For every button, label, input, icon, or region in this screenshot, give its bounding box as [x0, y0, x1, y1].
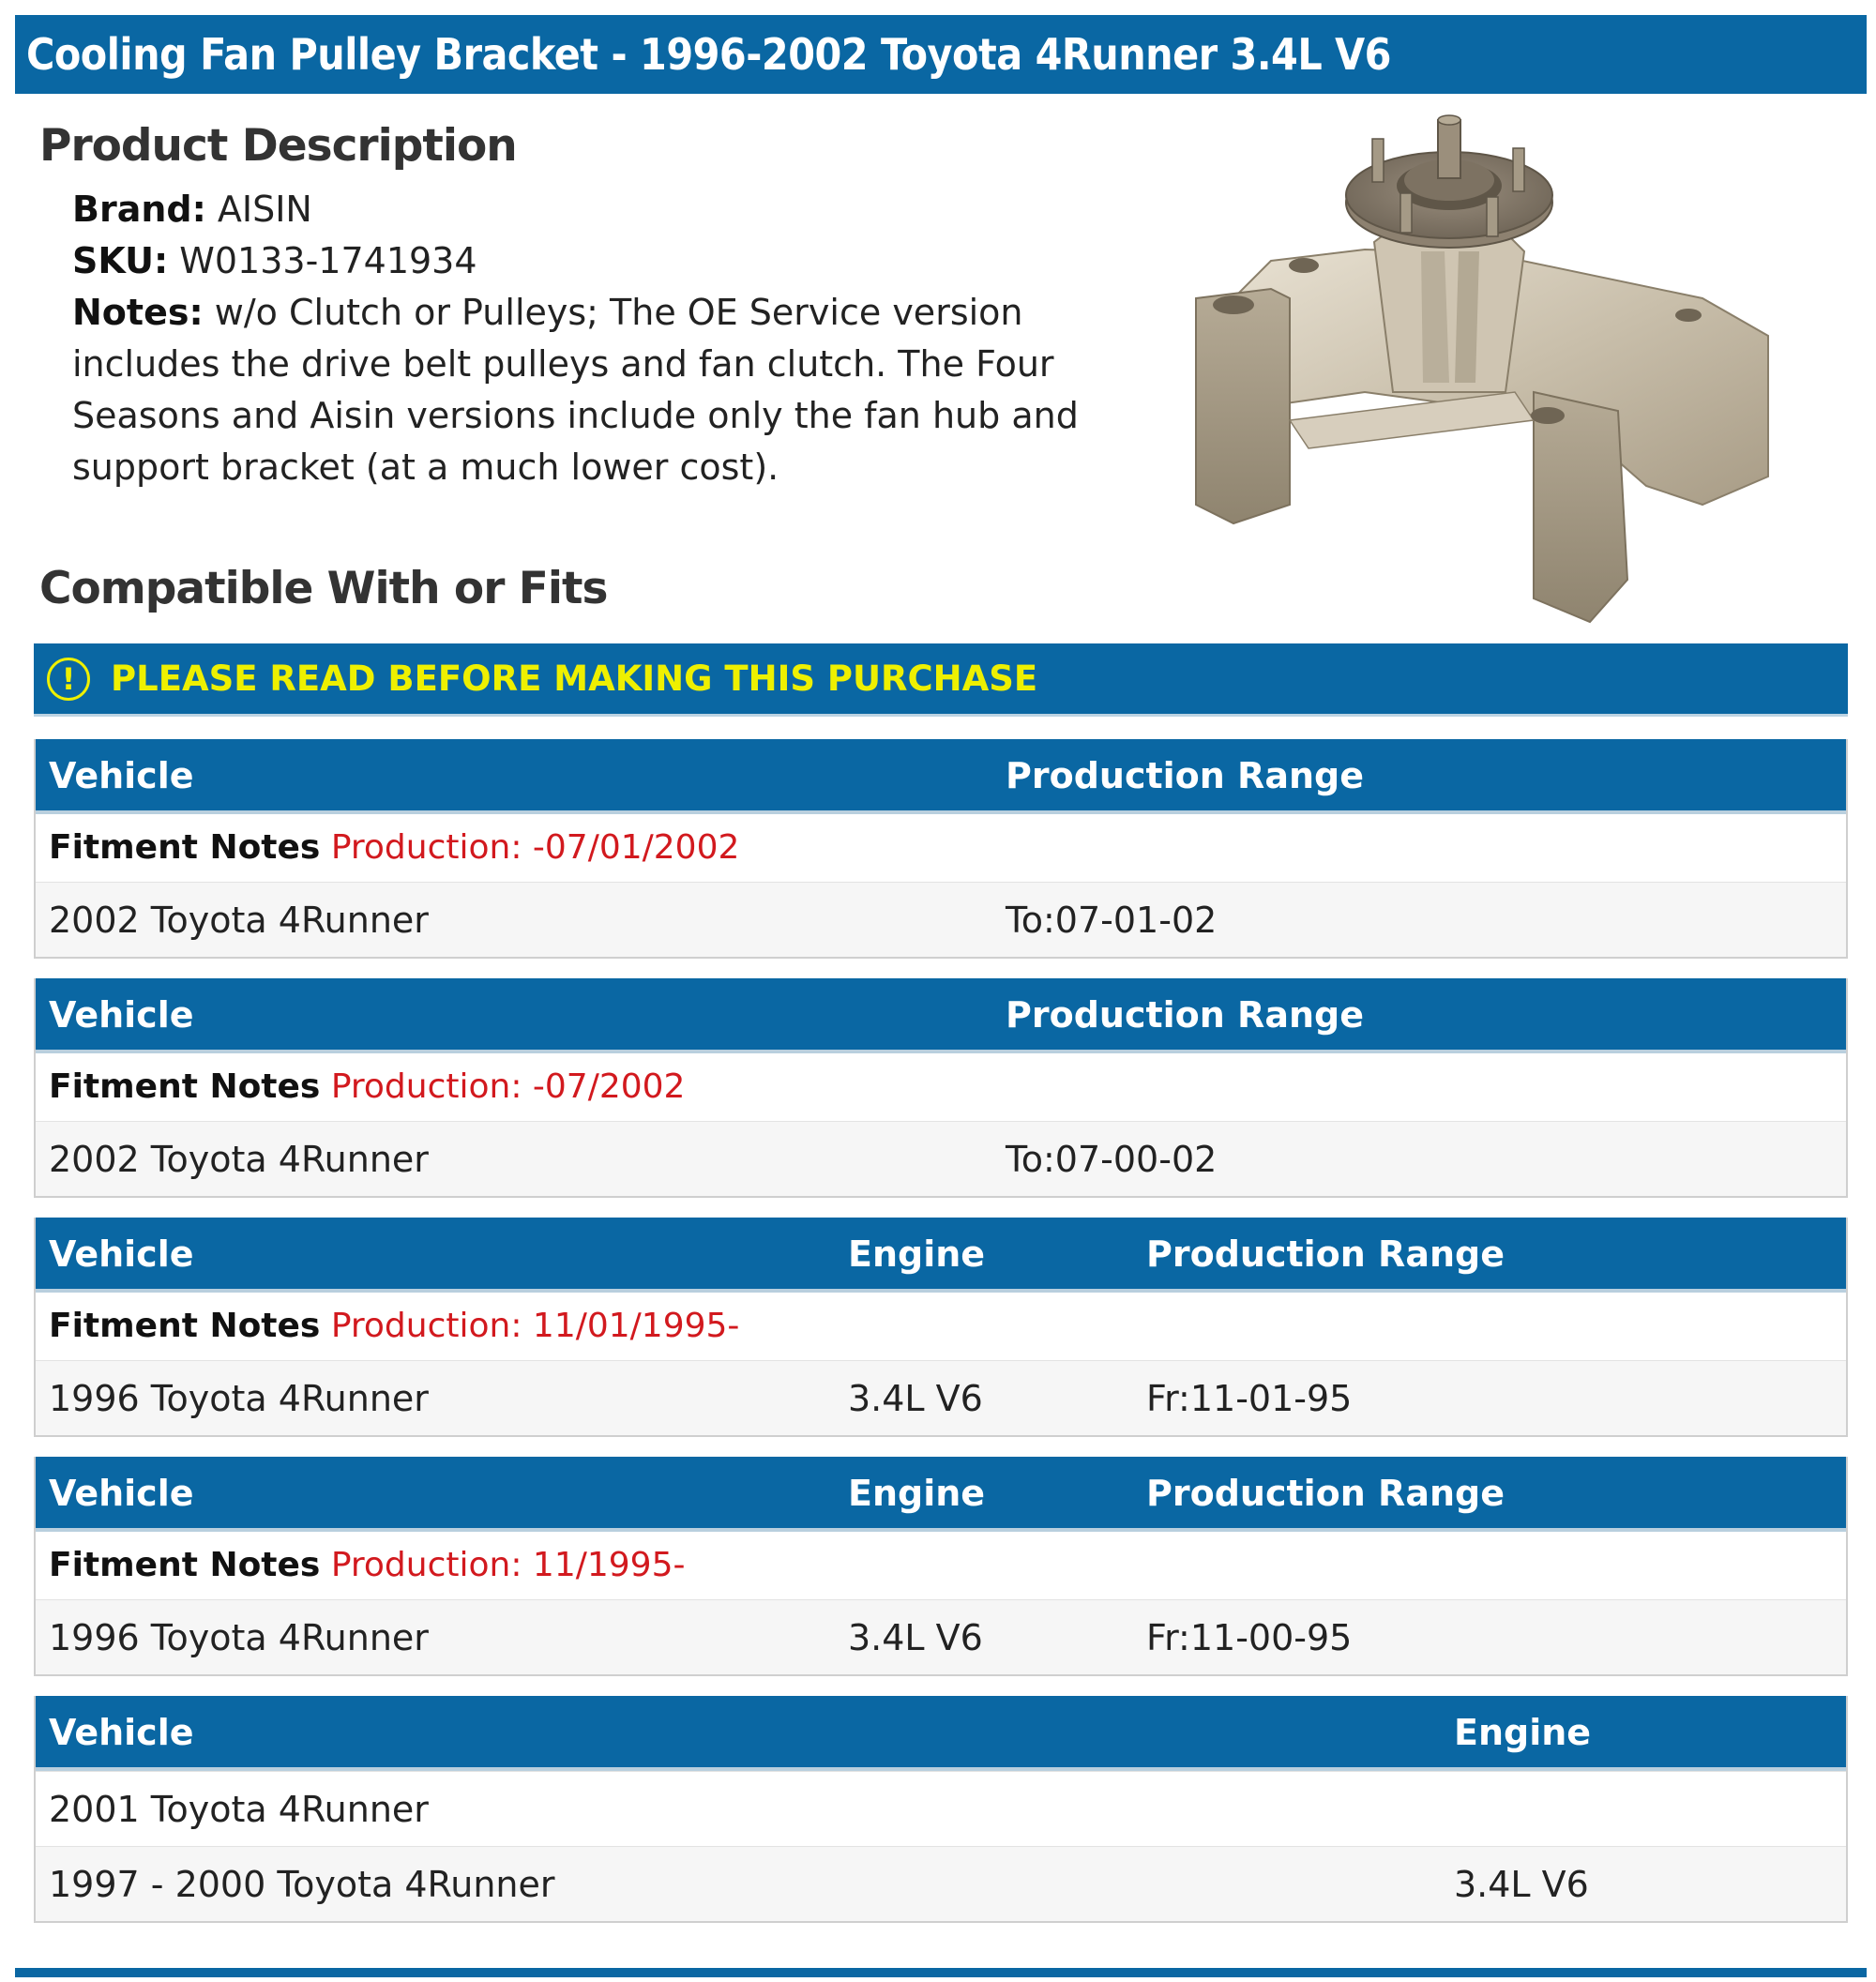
- table-header: [36, 1696, 1846, 1771]
- table-header: [36, 1218, 1846, 1293]
- sku-row: [72, 235, 1085, 287]
- table-row: [36, 1360, 1846, 1435]
- production-range-cell: Fr:11-00-95: [1146, 1617, 1353, 1658]
- fitment-notes: [49, 814, 739, 882]
- brand-label: Brand:: [72, 189, 206, 230]
- fitment-notes-value: Production: -07/01/2002: [330, 828, 740, 867]
- fitment-notes-label: Fitment Notes: [49, 1307, 321, 1345]
- vehicle-cell: 2002 Toyota 4Runner: [49, 1139, 429, 1180]
- vehicle-header: Vehicle: [49, 1473, 194, 1514]
- notice-text: PLEASE READ BEFORE MAKING THIS PURCHASE: [111, 658, 1038, 699]
- fitment-notes-label: Fitment Notes: [49, 1067, 321, 1106]
- fitment-table-3: [34, 1218, 1848, 1437]
- engine-cell: 3.4L V6: [848, 1617, 983, 1658]
- exclamation-circle-icon: !: [47, 658, 90, 701]
- purchase-notice[interactable]: [34, 643, 1848, 717]
- fitment-notes-label: Fitment Notes: [49, 1546, 321, 1584]
- brand-row: [72, 184, 1085, 235]
- fitment-table-4: [34, 1457, 1848, 1676]
- product-description: [72, 184, 1085, 493]
- fitment-notes-row: [36, 1053, 1846, 1121]
- table-header: [36, 1457, 1846, 1532]
- table-row: [36, 882, 1846, 957]
- fitment-table-1: [34, 739, 1848, 959]
- notes-line-2: includes the drive belt pulleys and fan clutch. The Four: [72, 343, 1054, 385]
- engine-header: Engine: [1454, 1712, 1592, 1753]
- vehicle-cell: 1996 Toyota 4Runner: [49, 1617, 429, 1658]
- compatible-heading: Compatible With or Fits: [39, 563, 608, 614]
- fitment-table-2: [34, 978, 1848, 1198]
- fitment-notes-row: [36, 1532, 1846, 1599]
- engine-header: Engine: [848, 1233, 986, 1275]
- fitment-notes-label: Fitment Notes: [49, 828, 321, 867]
- production-range-cell: To:07-00-02: [1006, 1139, 1218, 1180]
- fitment-notes-row: [36, 1293, 1846, 1360]
- production-range-header: Production Range: [1006, 755, 1364, 796]
- engine-header: Engine: [848, 1473, 986, 1514]
- vehicle-header: Vehicle: [49, 994, 194, 1036]
- table-row: [36, 1771, 1846, 1846]
- vehicle-cell: 1997 - 2000 Toyota 4Runner: [49, 1864, 555, 1905]
- product-description-heading: Product Description: [39, 120, 517, 172]
- vehicle-header: Vehicle: [49, 1712, 194, 1753]
- table-row: [36, 1121, 1846, 1196]
- engine-cell: 3.4L V6: [848, 1378, 983, 1419]
- vehicle-header: Vehicle: [49, 755, 194, 796]
- notes-row: [72, 287, 1085, 339]
- fitment-notes: [49, 1053, 685, 1121]
- table-row: [36, 1599, 1846, 1674]
- notes-line-4: support bracket (at a much lower cost).: [72, 446, 779, 488]
- vehicle-header: Vehicle: [49, 1233, 194, 1275]
- bottom-rule: [15, 1968, 1867, 1977]
- sku-value: W0133-1741934: [179, 240, 477, 281]
- table-header: [36, 978, 1846, 1053]
- production-range-header: Production Range: [1146, 1473, 1505, 1514]
- fitment-notes-row: [36, 814, 1846, 882]
- vehicle-cell: 2001 Toyota 4Runner: [49, 1789, 429, 1830]
- notes-line-3: Seasons and Aisin versions include only the fan hub and: [72, 395, 1079, 436]
- production-range-header: Production Range: [1006, 994, 1364, 1036]
- table-header: [36, 739, 1846, 814]
- fitment-notes: [49, 1532, 685, 1599]
- product-image: [1177, 111, 1778, 627]
- fitment-notes: [49, 1293, 739, 1360]
- production-range-cell: Fr:11-01-95: [1146, 1378, 1353, 1419]
- engine-cell: 3.4L V6: [1454, 1864, 1589, 1905]
- fitment-notes-value: Production: 11/1995-: [330, 1546, 686, 1584]
- vehicle-cell: 1996 Toyota 4Runner: [49, 1378, 429, 1419]
- title-bar: [15, 15, 1867, 94]
- notes-line-1: w/o Clutch or Pulleys; The OE Service version: [214, 292, 1023, 333]
- table-row: [36, 1846, 1846, 1921]
- page-title: Cooling Fan Pulley Bracket - 1996-2002 Toyota 4Runner 3.4L V6: [26, 29, 1391, 80]
- fitment-notes-value: Production: 11/01/1995-: [330, 1307, 740, 1345]
- fitment-notes-value: Production: -07/2002: [330, 1067, 686, 1106]
- fitment-table-5: [34, 1696, 1848, 1923]
- vehicle-cell: 2002 Toyota 4Runner: [49, 900, 429, 941]
- production-range-header: Production Range: [1146, 1233, 1505, 1275]
- sku-label: SKU:: [72, 240, 169, 281]
- notes-label: Notes:: [72, 292, 204, 333]
- brand-value: AISIN: [217, 189, 312, 230]
- production-range-cell: To:07-01-02: [1006, 900, 1218, 941]
